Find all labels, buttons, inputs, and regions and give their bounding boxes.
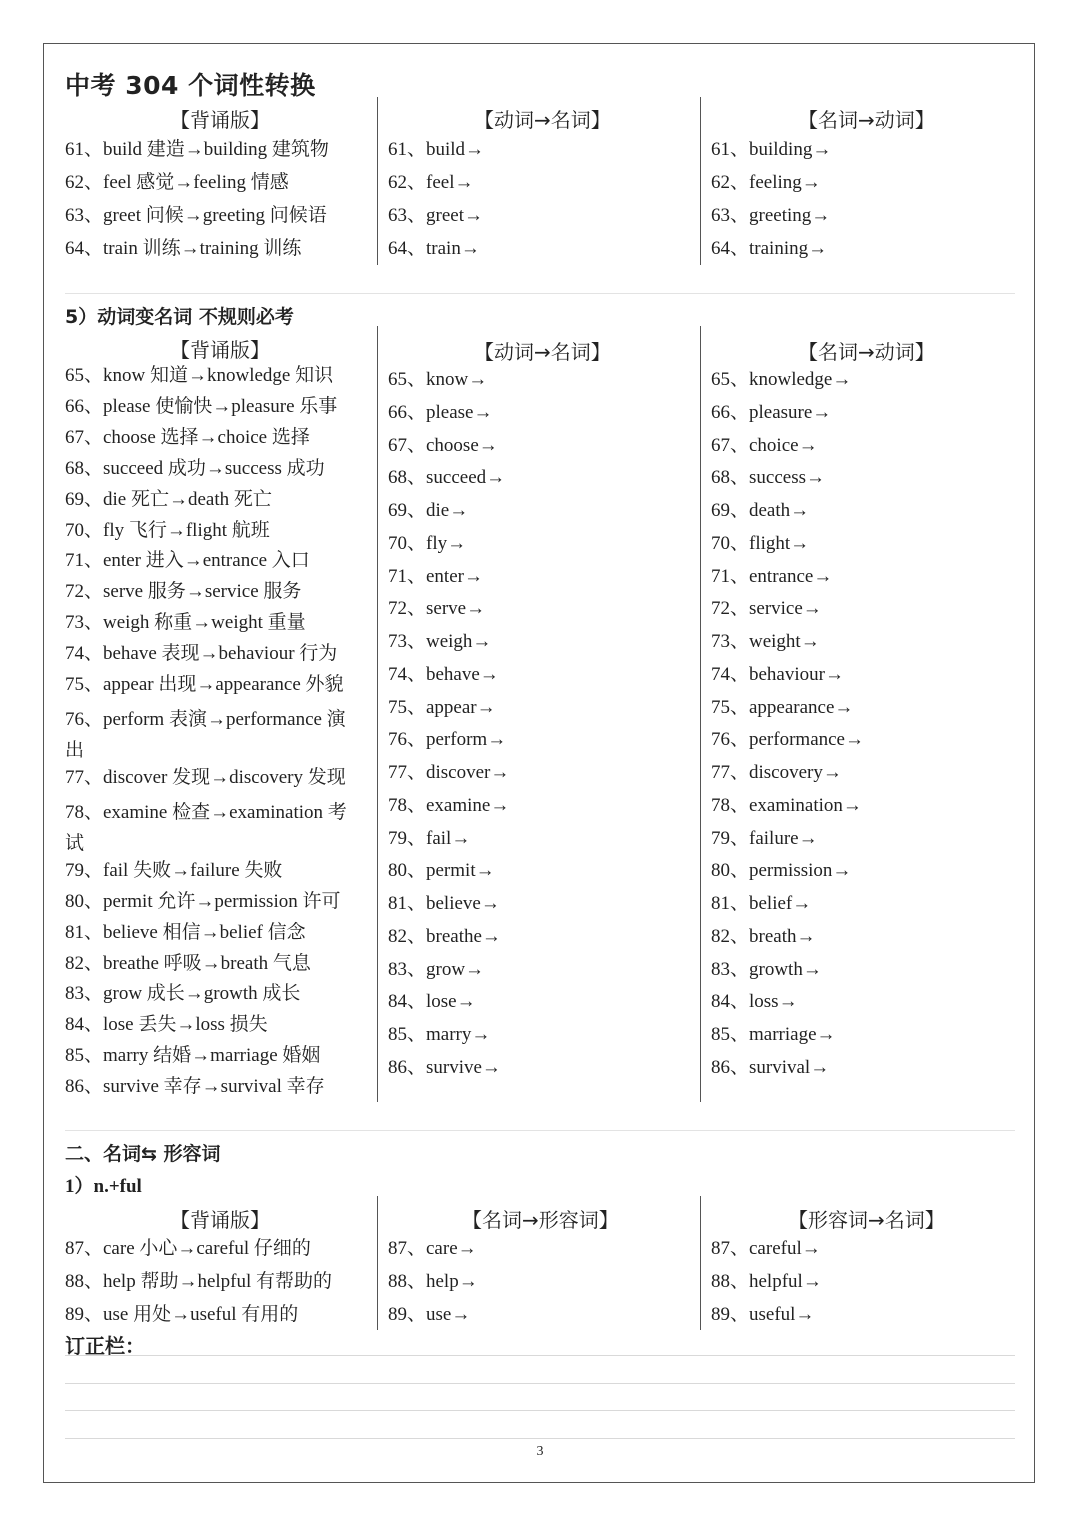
blank-row — [711, 663, 844, 687]
recite-item: 62、feel 感觉→feeling 情感 — [65, 172, 289, 193]
prompt-word: 84、lose→ — [388, 991, 476, 1013]
recite-item: 68、succeed 成功→success 成功 — [65, 457, 325, 479]
recite-item: 81、believe 相信→belief 信念 — [65, 921, 306, 943]
prompt-word: 73、weigh→ — [388, 631, 492, 652]
blank-row — [711, 565, 832, 589]
blank-row — [388, 728, 506, 752]
blank-row — [388, 499, 468, 523]
blank-row — [711, 761, 842, 785]
prompt-word: 68、succeed→ — [388, 467, 506, 489]
blank-row — [711, 827, 818, 851]
section-heading: 5）动词变名词 不规则必考 — [65, 306, 294, 328]
prompt-word: 65、know→ — [388, 369, 488, 390]
recite-item: 64、train 训练→training 训练 — [65, 238, 302, 259]
blank-row — [388, 630, 491, 654]
prompt-word: 70、flight→ — [711, 532, 810, 554]
prompt-word: 66、please→ — [388, 401, 493, 423]
recite-item: 77、discover 发现→discovery 发现 — [65, 766, 346, 788]
prompt-word: 80、permission→ — [711, 860, 852, 882]
recite-item: 82、breathe 呼吸→breath 气息 — [65, 952, 311, 974]
recite-item: 67、choose 选择→choice 选择 — [65, 426, 310, 448]
blank-row — [388, 1270, 478, 1294]
prompt-word: 61、building→ — [711, 139, 832, 160]
blank-row — [388, 597, 485, 621]
prompt-word: 82、breath→ — [711, 925, 816, 947]
blank-row — [711, 434, 818, 458]
blank-row — [388, 925, 501, 949]
blank-row — [711, 1303, 814, 1327]
recite-item: 84、lose 丢失→loss 损失 — [65, 1014, 268, 1036]
column-divider — [700, 1196, 701, 1330]
column-divider — [377, 1196, 378, 1330]
correction-line — [65, 1410, 1015, 1411]
section-separator — [65, 1130, 1015, 1131]
blank-row — [388, 138, 484, 162]
blank-row — [388, 565, 483, 589]
recite-item: 65、know 知道→knowledge 知识 — [65, 365, 334, 386]
prompt-word: 74、behave→ — [388, 663, 499, 685]
blank-row — [711, 237, 827, 261]
prompt-word: 87、care→ — [388, 1238, 477, 1259]
prompt-word: 74、behaviour→ — [711, 663, 844, 685]
prompt-word: 61、build→ — [388, 139, 485, 160]
blank-row — [711, 401, 831, 425]
blank-row — [711, 204, 830, 228]
correction-label: 订正栏： — [65, 1334, 145, 1358]
prompt-word: 67、choose→ — [388, 434, 498, 456]
prompt-word: 68、success→ — [711, 467, 825, 489]
prompt-word: 79、fail→ — [388, 827, 471, 849]
prompt-word: 89、useful→ — [711, 1304, 815, 1325]
blank-row — [388, 794, 509, 818]
prompt-word: 64、training→ — [711, 238, 828, 259]
recite-item: 74、behave 表现→behaviour 行为 — [65, 643, 338, 665]
blank-row — [711, 794, 862, 818]
recite-item: 63、greet 问候→greeting 问候语 — [65, 205, 327, 226]
recite-item: 80、permit 允许→permission 许可 — [65, 890, 341, 912]
prompt-word: 82、breathe→ — [388, 925, 501, 947]
recite-item: 83、grow 成长→growth 成长 — [65, 983, 301, 1005]
column-header-noun-to-adj: 【名词→形容词】 — [462, 1208, 619, 1232]
blank-row — [711, 1023, 836, 1047]
prompt-word: 84、loss→ — [711, 991, 798, 1013]
subsection-heading: 1）n.+ful — [65, 1176, 142, 1197]
prompt-word: 71、entrance→ — [711, 565, 833, 587]
prompt-word: 66、pleasure→ — [711, 401, 832, 423]
blank-row — [388, 434, 498, 458]
blank-row — [388, 466, 505, 490]
blank-row — [388, 696, 496, 720]
prompt-word: 78、examine→ — [388, 794, 510, 816]
blank-row — [711, 892, 811, 916]
blank-row — [388, 1056, 501, 1080]
recite-item: 73、weigh 称重→weight 重量 — [65, 612, 306, 634]
blank-row — [388, 958, 484, 982]
blank-row — [388, 368, 487, 392]
blank-row — [388, 761, 509, 785]
recite-item: 85、marry 结婚→marriage 婚姻 — [65, 1045, 321, 1067]
column-divider — [700, 97, 701, 265]
prompt-word: 77、discovery→ — [711, 762, 842, 783]
prompt-word: 69、death→ — [711, 500, 810, 521]
blank-row — [711, 1237, 821, 1261]
blank-row — [711, 728, 864, 752]
section-heading: 二、名词⇆ 形容词 — [65, 1143, 221, 1165]
prompt-word: 73、weight→ — [711, 631, 820, 652]
blank-row — [711, 696, 853, 720]
column-header-noun-to-verb: 【名词→动词】 — [798, 108, 935, 132]
page-number: 3 — [536, 1444, 544, 1459]
prompt-word: 86、survival→ — [711, 1056, 830, 1078]
prompt-word: 63、greeting→ — [711, 205, 831, 226]
column-divider — [377, 326, 378, 1102]
prompt-word: 75、appearance→ — [711, 696, 854, 718]
recite-item: 76、perform 表演→performance 演出 — [65, 708, 346, 761]
prompt-word: 64、train→ — [388, 238, 480, 259]
blank-row — [711, 958, 822, 982]
prompt-word: 89、use→ — [388, 1304, 471, 1325]
correction-line — [65, 1355, 1015, 1356]
page-title: 中考 304 个词性转换 — [65, 71, 316, 100]
recite-item: 71、enter 进入→entrance 入口 — [65, 550, 310, 572]
prompt-word: 86、survive→ — [388, 1056, 501, 1078]
recite-item: 87、care 小心→careful 仔细的 — [65, 1238, 311, 1259]
recite-item: 79、fail 失败→failure 失败 — [65, 859, 283, 881]
blank-row — [388, 1303, 470, 1327]
blank-row — [711, 499, 809, 523]
blank-row — [711, 925, 815, 949]
prompt-word: 70、fly→ — [388, 532, 467, 554]
blank-row — [388, 171, 473, 195]
prompt-word: 88、help→ — [388, 1271, 478, 1292]
recite-item: 75、appear 出现→appearance 外貌 — [65, 674, 344, 695]
blank-row — [711, 990, 798, 1014]
section-separator — [65, 293, 1015, 294]
prompt-word: 62、feel→ — [388, 172, 474, 193]
prompt-word: 75、appear→ — [388, 696, 496, 718]
prompt-word: 78、examination→ — [711, 794, 862, 816]
prompt-word: 85、marriage→ — [711, 1024, 836, 1045]
recite-item: 72、serve 服务→service 服务 — [65, 581, 302, 603]
blank-row — [388, 663, 499, 687]
blank-row — [711, 368, 851, 392]
column-divider — [700, 326, 701, 1102]
column-divider — [377, 97, 378, 265]
prompt-word: 83、growth→ — [711, 958, 822, 980]
blank-row — [388, 401, 492, 425]
prompt-word: 65、knowledge→ — [711, 369, 852, 390]
column-header-adj-to-noun: 【形容词→名词】 — [788, 1208, 945, 1232]
prompt-word: 63、greet→ — [388, 205, 483, 226]
prompt-word: 81、believe→ — [388, 893, 500, 914]
blank-row — [711, 466, 825, 490]
blank-row — [711, 532, 809, 556]
column-header-noun-to-verb: 【名词→动词】 — [798, 340, 935, 364]
prompt-word: 62、feeling→ — [711, 172, 821, 193]
blank-row — [388, 204, 483, 228]
blank-row — [711, 597, 822, 621]
column-header-recite: 【背诵版】 — [170, 108, 270, 132]
recite-item: 70、fly 飞行→flight 航班 — [65, 519, 270, 541]
recite-item: 69、die 死亡→death 死亡 — [65, 488, 272, 510]
blank-row — [388, 859, 495, 883]
prompt-word: 76、performance→ — [711, 729, 864, 751]
recite-item: 61、build 建造→building 建筑物 — [65, 139, 329, 160]
blank-row — [711, 138, 831, 162]
recite-item: 86、survive 幸存→survival 幸存 — [65, 1076, 325, 1098]
blank-row — [388, 1237, 477, 1261]
prompt-word: 67、choice→ — [711, 434, 818, 456]
prompt-word: 72、serve→ — [388, 598, 486, 620]
blank-row — [388, 237, 480, 261]
prompt-word: 72、service→ — [711, 598, 822, 620]
recite-item: 78、examine 检查→examination 考试 — [65, 801, 347, 854]
blank-row — [711, 859, 851, 883]
correction-line — [65, 1383, 1015, 1384]
prompt-word: 76、perform→ — [388, 729, 507, 751]
prompt-word: 87、careful→ — [711, 1238, 821, 1259]
prompt-word: 85、marry→ — [388, 1024, 491, 1045]
blank-row — [711, 630, 820, 654]
prompt-word: 71、enter→ — [388, 565, 483, 587]
prompt-word: 80、permit→ — [388, 860, 495, 882]
prompt-word: 88、helpful→ — [711, 1271, 822, 1292]
prompt-word: 69、die→ — [388, 500, 469, 521]
blank-row — [388, 1023, 490, 1047]
column-header-verb-to-noun: 【动词→名词】 — [474, 340, 611, 364]
recite-item: 66、please 使愉快→pleasure 乐事 — [65, 395, 338, 417]
column-header-recite: 【背诵版】 — [170, 338, 270, 362]
prompt-word: 79、failure→ — [711, 827, 818, 849]
recite-item: 89、use 用处→useful 有用的 — [65, 1304, 299, 1325]
column-header-verb-to-noun: 【动词→名词】 — [474, 108, 611, 132]
blank-row — [388, 892, 500, 916]
blank-row — [711, 171, 821, 195]
blank-row — [711, 1270, 822, 1294]
prompt-word: 83、grow→ — [388, 958, 485, 980]
prompt-word: 77、discover→ — [388, 762, 510, 783]
column-header-recite: 【背诵版】 — [170, 1208, 270, 1232]
prompt-word: 81、belief→ — [711, 893, 812, 914]
recite-item: 88、help 帮助→helpful 有帮助的 — [65, 1271, 333, 1292]
correction-line — [65, 1438, 1015, 1439]
blank-row — [388, 827, 470, 851]
blank-row — [388, 990, 476, 1014]
blank-row — [388, 532, 466, 556]
blank-row — [711, 1056, 829, 1080]
